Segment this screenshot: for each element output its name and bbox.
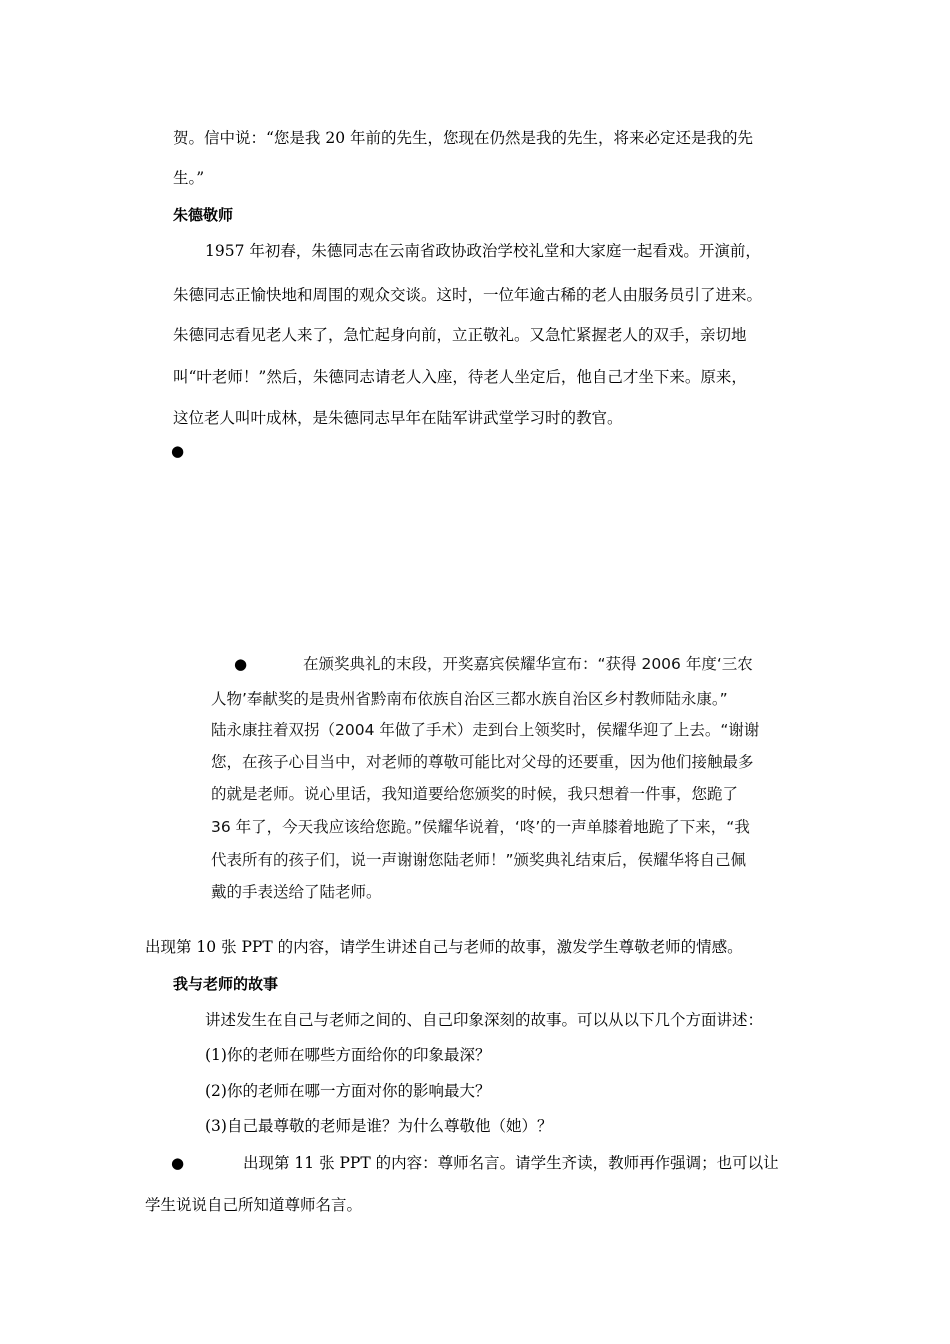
image-text-line: 36 年了，今天我应该给您跪。”侯耀华说着，‘咚’的一声单膝着地跪了下来，“我 <box>211 818 750 836</box>
list-item: (2)你的老师在哪一方面对你的影响最大？ <box>205 1082 491 1100</box>
paragraph-line: 1957 年初春，朱德同志在云南省政协政治学校礼堂和大家庭一起看戏。开演前， <box>205 242 761 260</box>
section-heading: 我与老师的故事 <box>173 975 279 993</box>
image-text-line: 您，在孩子心目当中，对老师的尊敬可能比对父母的还要重，因为他们接触最多 <box>211 753 754 771</box>
image-text-line: 在颁奖典礼的末段，开奖嘉宾侯耀华宣布：“获得 2006 年度‘三农 <box>303 655 753 673</box>
section-heading: 朱德敬师 <box>173 206 234 224</box>
paragraph-line: 出现第 11 张 PPT 的内容：尊师名言。请学生齐读，教师再作强调；也可以让 <box>243 1154 779 1172</box>
paragraph-line: 出现第 10 张 PPT 的内容，请学生讲述自己与老师的故事，激发学生尊敬老师的情感。 <box>145 938 743 956</box>
paragraph-line: 生。” <box>173 169 205 187</box>
paragraph-line: 叫“叶老师！”然后，朱德同志请老人入座，待老人坐定后，他自己才坐下来。原来， <box>173 368 747 386</box>
paragraph-line: 讲述发生在自己与老师之间的、自己印象深刻的故事。可以从以下几个方面讲述： <box>205 1011 764 1029</box>
list-item: (3)自己最尊敬的老师是谁？为什么尊敬他（她）？ <box>205 1117 553 1135</box>
paragraph-line: 学生说说自己所知道尊师名言。 <box>145 1196 363 1214</box>
paragraph-line: 这位老人叫叶成林，是朱德同志早年在陆军讲武堂学习时的教官。 <box>173 409 623 427</box>
bullet-icon: ● <box>234 655 248 673</box>
image-text-line: 代表所有的孩子们，说一声谢谢您陆老师！”颁奖典礼结束后，侯耀华将自己佩 <box>211 851 747 869</box>
bullet-icon: ● <box>171 1154 185 1172</box>
list-item: (1)你的老师在哪些方面给你的印象最深？ <box>205 1046 491 1064</box>
paragraph-line: 朱德同志看见老人来了，急忙起身向前，立正敬礼。又急忙紧握老人的双手，亲切地 <box>173 326 747 344</box>
image-text-line: 陆永康拄着双拐（2004 年做了手术）走到台上领奖时，侯耀华迎了上去。“谢谢 <box>211 721 760 739</box>
paragraph-line: 贺。信中说：“您是我 20 年前的先生，您现在仍然是我的先生，将来必定还是我的先 <box>173 129 754 147</box>
image-text-line: 的就是老师。说心里话，我知道要给您颁奖的时候，我只想着一件事，您跪了 <box>211 785 739 803</box>
paragraph-line: 朱德同志正愉快地和周围的观众交谈。这时，一位年逾古稀的老人由服务员引了进来。 <box>173 286 763 304</box>
bullet-icon: ● <box>171 442 185 460</box>
image-text-line: 戴的手表送给了陆老师。 <box>211 883 382 901</box>
image-text-line: 人物’奉献奖的是贵州省黔南布依族自治区三都水族自治区乡村教师陆永康。” <box>211 690 728 708</box>
